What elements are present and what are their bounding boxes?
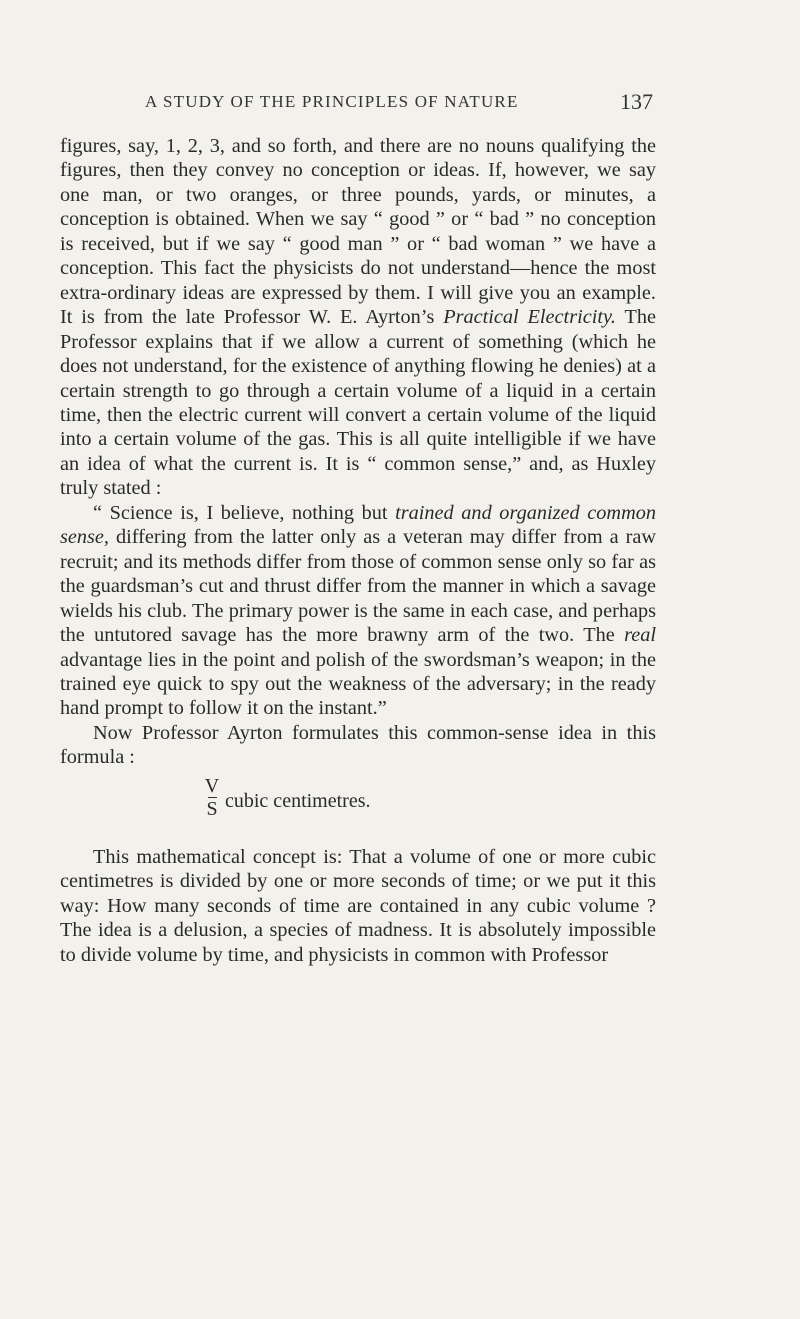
- text-run: “ Science is, I believe, nothing but: [93, 501, 396, 524]
- paragraph-ayrton-example: [60, 134, 656, 501]
- page-number: 137: [620, 89, 653, 114]
- emphasis-real: real: [624, 624, 656, 647]
- paragraph-concept: This mathematical concept is: That a volume of one or more cubic centimetres is divided by one or more seconds of time; or we put it this way: How many seconds of time are contained in any cubic volume ? The idea is a delusion, a species of madness. It is absolutely impossible to divide volume by time, and physicists in common with Professor: [60, 845, 656, 966]
- formula-unit: cubic centimetres.: [225, 789, 371, 812]
- denominator: S: [206, 797, 218, 820]
- fraction: [202, 774, 222, 820]
- running-header: [145, 89, 653, 114]
- text-run: figures, say, 1, 2, 3, and so forth, and there are no nouns qualifying the figures, then they convey no conception or ideas. If, however, we say one man, or two oranges, or three pounds, yards, or minutes, a conception is obtained. When we say “ good ” or “ bad ” no conception is received, but if we say “ good man ” or “ bad woman ” we have a conception. This fact the physicists do not understand—hence the most extra-ordinary ideas are expressed by them. I will give you an example. It is from the late Professor W. E. Ayrton’s: [60, 135, 656, 329]
- paragraph-huxley-quote: [60, 501, 656, 721]
- emphasis: trained and organized common sense,: [60, 501, 656, 549]
- text-run: differing from the latter only as a veteran may differ from a raw recruit; and its methods differ from those of common sense only so far as the guardsman’s cut and thrust differ from the manner in which a savage wields his club. The primary power is the same in each case, and perhaps the untutored savage has the more brawny arm of the two. The: [60, 526, 656, 647]
- text-run: The Professor explains that if we allow a current of something (which he does not understand, for the existence of anything flowing he denies) at a certain strength to go through a certain volume of a liquid in a certain time, then the electric current will convert a certain volume of the liquid into a certain volume of the gas. This is all quite intelligible if we have an idea of what the current is. It is “ common sense,” and, as Huxley truly stated :: [60, 306, 656, 500]
- book-title: Practical Electricity.: [443, 306, 616, 329]
- numerator: V: [204, 774, 220, 797]
- text-run: advantage lies in the point and polish of the swordsman’s weapon; in the trained eye quick to spy out the weakness of the adversary; in the ready hand prompt to follow it on the instant.”: [60, 648, 656, 720]
- formula: [60, 774, 656, 845]
- page-body: [60, 134, 656, 967]
- paragraph-formula-intro: Now Professor Ayrton formulates this common-sense idea in this formula :: [60, 721, 656, 769]
- running-title: A STUDY OF THE PRINCIPLES OF NATURE: [145, 92, 519, 111]
